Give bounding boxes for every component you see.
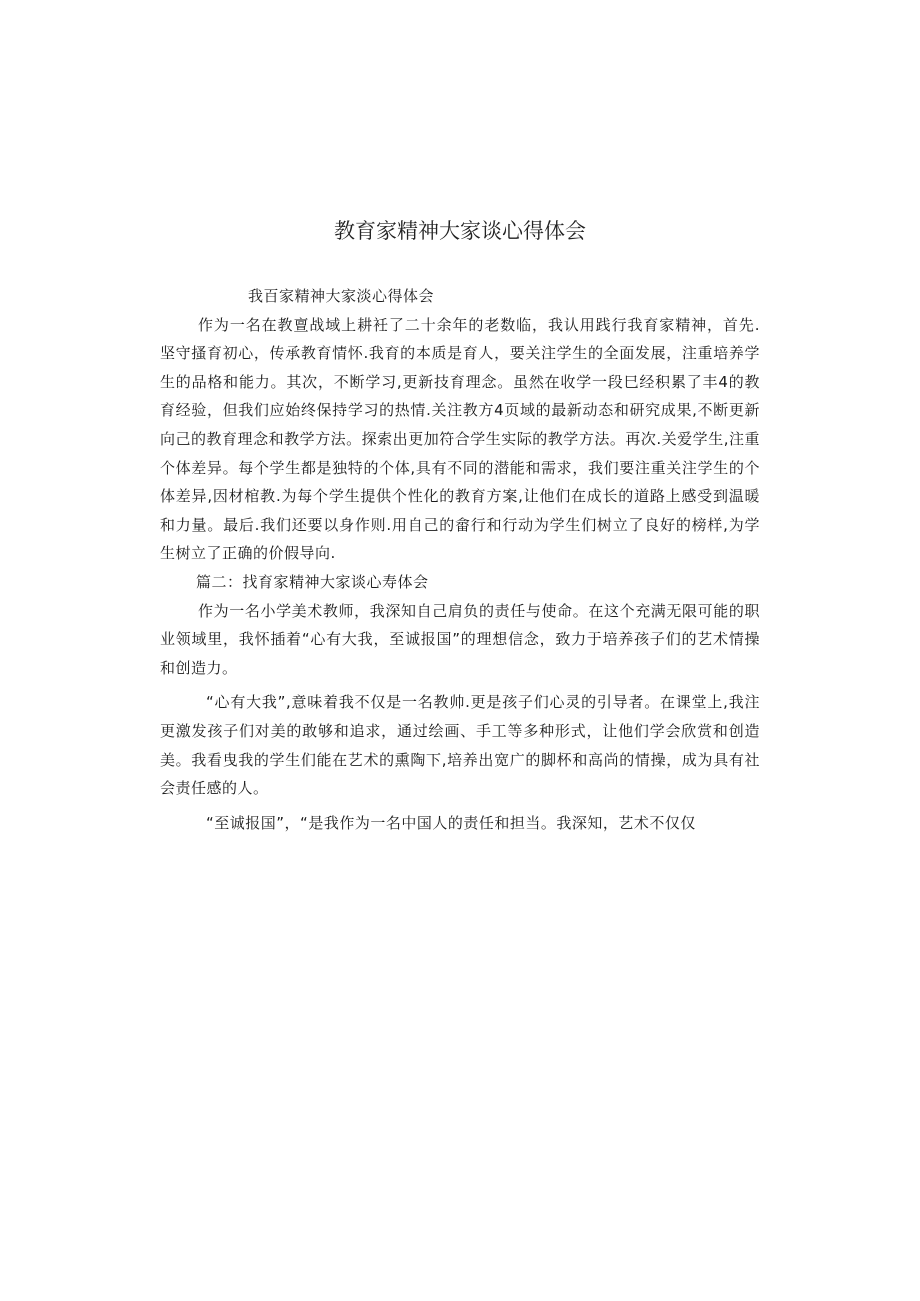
document-title: 教育家精神大家谈心得体会 (334, 219, 586, 243)
paragraph-2: 作为一名小学美术教师，我深知自己肩负的责任与使命。在这个充满无限可能的职业领域里，我怀插着“心有大我，至诚报国”的理想信念，致力于培养孩子们的艺术情操和创造力。 (160, 601, 760, 677)
paragraph-3: “心有大我”,意味着我不仅是一名教帅.更是孩子们心灵的引导者。在课堂上,我注更激发孩子们对美的敢够和追求，通过绘画、手工等多种形式，让他们学会欣赏和创造美。我看曳我的学生们能在艺术的熏陶下,培养出宽广的脚杯和高尚的情操，成为具有社会责任感的人。 (160, 693, 760, 798)
paragraph-4: “至诚报国”，“是我作为一名中国人的责任和担当。我深知，艺术不仅仅 (206, 813, 696, 832)
document-body (160, 282, 760, 837)
paragraph-1: 作为一名在教亶战域上耕衽了二十余年的老数临，我认用践行我育家精神，首先.坚守搔育初心，传承教育情怀.我育的本质是育人，要关注学生的全面发展，注重培养学生的品格和能力。其次，不断学习,更新技育理念。虽然在收学一段巳经积累了丰4的教育经验，但我们应始终保持学习的热情.关注教方4页域的最新动态和研究成果,不断更新向己的教育理念和教学方法。探索出更加符合学生实际的教学方法。再次.关爱学生,注重个体差异。每个学生都是独特的个体,具有不同的潜能和需求，我们要注重关注学生的个体差异,因材棺教.为每个学生提供个性化的教育方案,让他们在成长的道路上感受到温暖和力量。最后.我们还要以身作则.用自己的畲行和行动为学生们树立了良好的榜样,为学生树立了正确的价假导向. (160, 315, 760, 563)
section-heading-2: 篇二：找育家精神大家谈心寿体会 (196, 572, 429, 591)
document-subtitle: 我百家精神大家淡心得体会 (248, 287, 435, 305)
